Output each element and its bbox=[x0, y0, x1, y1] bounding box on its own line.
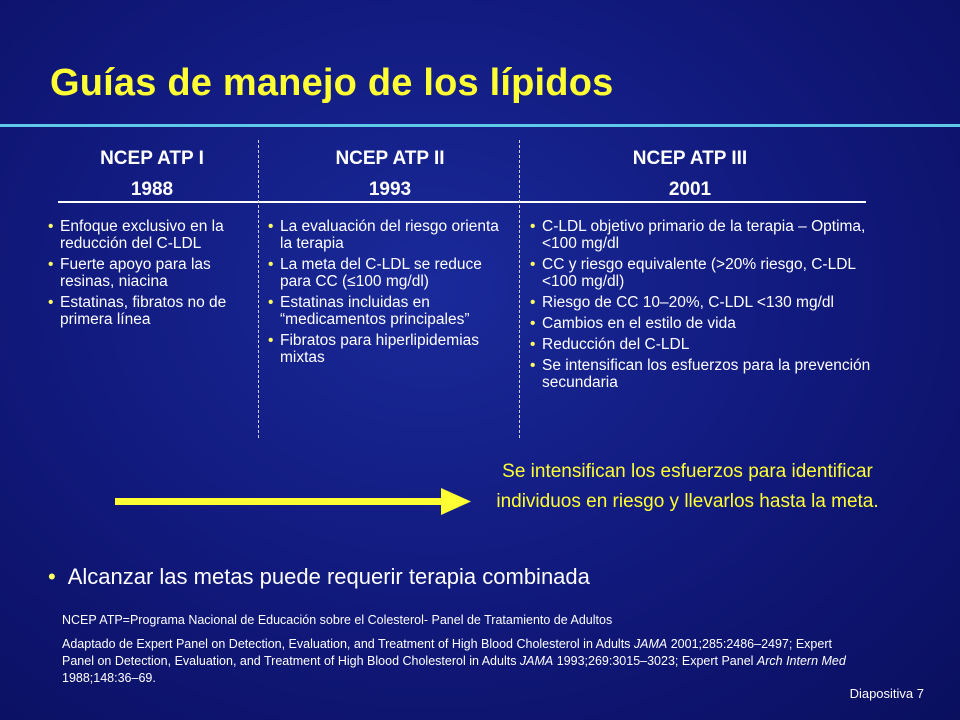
references bbox=[62, 636, 862, 687]
list-item: • C-LDL objetivo primario de la terapia – Optima, <100 mg/dl bbox=[530, 218, 875, 252]
list-item: • Fuerte apoyo para las resinas, niacina bbox=[48, 256, 254, 290]
list-item: • La evaluación del riesgo orienta la terapia bbox=[268, 218, 508, 252]
header-underline bbox=[58, 201, 866, 203]
journal-name: JAMA bbox=[519, 654, 554, 668]
main-bullet bbox=[48, 564, 590, 590]
slide-number: Diapositiva 7 bbox=[849, 686, 924, 701]
column-header-atp1 bbox=[62, 143, 242, 205]
journal-name: Arch Intern Med bbox=[756, 654, 846, 668]
list-item: • Enfoque exclusivo en la reducción del C-LDL bbox=[48, 218, 254, 252]
column-name: NCEP ATP III bbox=[632, 148, 748, 169]
reference-text: 2001;285:2486–2497; Expert Panel on Detection, Evaluation, and Treatment of High Blood Cholesterol in Adults bbox=[62, 637, 832, 668]
column-header-atp3 bbox=[590, 143, 790, 205]
right-arrow-icon bbox=[115, 485, 475, 519]
list-item: • La meta del C-LDL se reduce para CC (≤100 mg/dl) bbox=[268, 256, 508, 290]
list-item: • CC y riesgo equivalente (>20% riesgo, C-LDL <100 mg/dl) bbox=[530, 256, 875, 290]
journal-name: JAMA bbox=[633, 637, 668, 651]
column-year: 2001 bbox=[668, 179, 712, 200]
reference-text: 1988;148:36–69. bbox=[62, 671, 156, 685]
column-list-atp1 bbox=[48, 218, 254, 332]
column-name: NCEP ATP I bbox=[100, 148, 204, 169]
title-divider bbox=[0, 124, 960, 127]
reference-text: Adaptado de Expert Panel on Detection, Evaluation, and Treatment of High Blood Cholesterol in Adults bbox=[62, 637, 634, 651]
list-item: • Riesgo de CC 10–20%, C-LDL <130 mg/dl bbox=[530, 294, 875, 311]
list-item: • Fibratos para hiperlipidemias mixtas bbox=[268, 332, 508, 366]
list-item: • Estatinas, fibratos no de primera línea bbox=[48, 294, 254, 328]
list-item: • Reducción del C-LDL bbox=[530, 336, 875, 353]
list-item: • Estatinas incluidas en “medicamentos principales” bbox=[268, 294, 508, 328]
main-bullet-text: Alcanzar las metas puede requerir terapia combinada bbox=[67, 564, 590, 589]
column-list-atp2 bbox=[268, 218, 508, 370]
column-header-atp2 bbox=[300, 143, 480, 205]
reference-text: 1993;269:3015–3023; Expert Panel bbox=[553, 654, 757, 668]
abbreviation-note: NCEP ATP=Programa Nacional de Educación sobre el Colesterol- Panel de Tratamiento de Adultos bbox=[62, 613, 613, 627]
list-item: • Se intensifican los esfuerzos para la prevención secundaria bbox=[530, 357, 875, 391]
arrow-head bbox=[441, 488, 471, 515]
column-divider bbox=[519, 140, 520, 438]
arrow-shaft bbox=[115, 498, 447, 505]
list-item: • Cambios en el estilo de vida bbox=[530, 315, 875, 332]
callout-text: Se intensifican los esfuerzos para identificar individuos en riesgo y llevarlos hasta la meta. bbox=[496, 461, 879, 512]
column-name: NCEP ATP II bbox=[335, 148, 445, 169]
column-list-atp3 bbox=[530, 218, 875, 395]
bullet-icon: • bbox=[48, 564, 56, 589]
column-divider bbox=[258, 140, 259, 438]
column-year: 1993 bbox=[368, 179, 412, 200]
column-year: 1988 bbox=[130, 179, 174, 200]
slide-title: Guías de manejo de los lípidos bbox=[50, 62, 614, 104]
